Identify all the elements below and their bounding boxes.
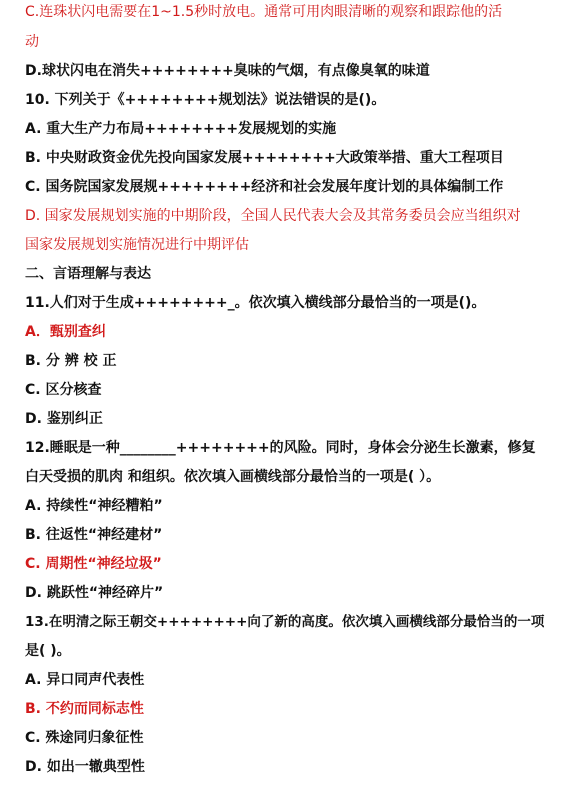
option-13-a: A. 异口同声代表性: [25, 672, 145, 688]
option-10-b: B. 中央财政资金优先投向国家发展++++++++大政策举措、重大工程项目: [25, 150, 504, 166]
option-11-b: B. 分 辨 校 正: [25, 353, 117, 369]
question-13: 13.在明清之际王朝交++++++++向了新的高度。依次填入画横线部分最恰当的一项: [25, 614, 545, 630]
option-10-c: C. 国务院国家发展规++++++++经济和社会发展年度计划的具体编制工作: [25, 179, 504, 195]
option-11-a: A．甄别查纠: [25, 324, 106, 340]
text-line-2: 动: [25, 34, 39, 50]
question-11: 11.人们对于生成++++++++_。依次填入横线部分最恰当的一项是()。: [25, 295, 486, 311]
section-heading: 二、言语理解与表达: [25, 266, 151, 282]
option-10-d: D. 国家发展规划实施的中期阶段，全国人民代表大会及其常务委员会应当组织对: [25, 208, 521, 224]
option-12-d: D. 跳跃性“神经碎片”: [25, 585, 164, 601]
option-12-c: C. 周期性“神经垃圾”: [25, 556, 162, 572]
option-11-d: D. 鉴别纠正: [25, 411, 103, 427]
text-line-1: C.连珠状闪电需要在1~1.5秒时放电。通常可用肉眼清晰的观察和跟踪他的活: [25, 4, 503, 20]
option-13-d: D. 如出一辙典型性: [25, 759, 145, 775]
question-10: 10. 下列关于《++++++++规划法》说法错误的是()。: [25, 92, 386, 108]
question-13-cont: 是( )。: [25, 643, 71, 659]
option-13-b: B. 不约而同标志性: [25, 701, 144, 717]
option-10-a: A. 重大生产力布局++++++++发展规划的实施: [25, 121, 337, 137]
text-line-3: D.球状闪电在消失++++++++臭味的气烟，有点像臭氧的味道: [25, 63, 430, 79]
question-12: 12.睡眠是一种________++++++++的风险。同时，身体会分泌生长激素，修复: [25, 440, 536, 456]
question-12-cont: 白天受损的肌肉 和组织。依次填入画横线部分最恰当的一项是( ）。: [25, 469, 441, 485]
option-12-b: B. 往返性“神经建材”: [25, 527, 163, 543]
option-11-c: C. 区分核查: [25, 382, 102, 398]
option-12-a: A. 持续性“神经糟粕”: [25, 498, 163, 514]
option-10-d-cont: 国家发展规划实施情况进行中期评估: [25, 237, 249, 253]
option-13-c: C. 殊途同归象征性: [25, 730, 144, 746]
